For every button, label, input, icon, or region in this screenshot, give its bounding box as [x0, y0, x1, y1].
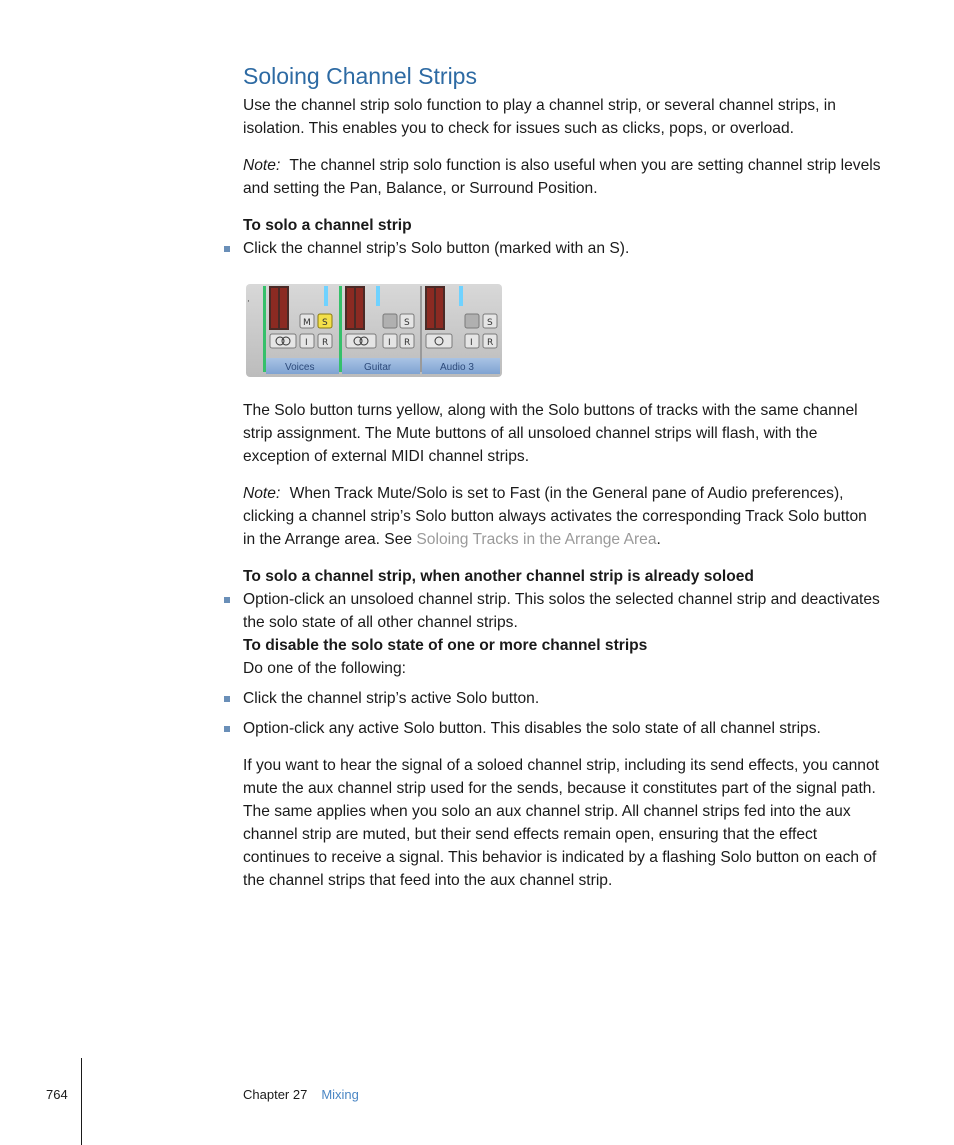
channel-strips-figure	[243, 282, 505, 379]
scale-mark: ·	[247, 297, 250, 307]
fader-cap	[459, 286, 463, 306]
bullet-icon	[224, 726, 230, 732]
record-label: R	[404, 338, 411, 348]
task-heading-solo: To solo a channel strip	[243, 217, 412, 234]
cross-reference-link[interactable]: Soloing Tracks in the Arrange Area	[416, 531, 657, 548]
after-figure-paragraph: The Solo button turns yellow, along with the Solo buttons of tracks with the same channel strip assignment. The Mute buttons of all unsoloed channel strips will flash, with the exception of external MIDI channel strips.	[243, 402, 858, 465]
meter-bar	[427, 288, 434, 328]
page-number: 764	[46, 1087, 68, 1102]
task-1-list	[243, 237, 883, 260]
solo-label: S	[487, 318, 493, 328]
meter-bar	[356, 288, 363, 328]
channel-strips-image	[243, 282, 505, 379]
strip-name: Guitar	[364, 362, 392, 373]
note-label: Note:	[243, 485, 281, 502]
fader-cap	[376, 286, 380, 306]
input-label: I	[305, 338, 308, 348]
chapter-number: Chapter 27	[243, 1087, 308, 1102]
note-2	[243, 482, 883, 551]
section-title: Soloing Channel Strips	[243, 63, 477, 89]
bullet-icon	[224, 696, 230, 702]
list-item	[243, 687, 883, 710]
list-item-text: Click the channel strip’s Solo button (marked with an S).	[243, 240, 630, 257]
main-content	[243, 60, 883, 892]
bullet-icon	[224, 597, 230, 603]
record-label: R	[487, 338, 494, 348]
bullet-icon	[224, 246, 230, 252]
note-label: Note:	[243, 157, 281, 174]
list-item	[243, 717, 883, 740]
chapter-label	[243, 1087, 359, 1102]
task-3-lead: Do one of the following:	[243, 660, 406, 677]
selected-strip-edge	[339, 286, 342, 372]
task-heading-disable-solo: To disable the solo state of one or more channel strips	[243, 637, 648, 654]
task-3-list	[243, 687, 883, 740]
mute-button[interactable]	[383, 314, 397, 328]
input-label: I	[388, 338, 391, 348]
task-2-list	[243, 588, 883, 634]
meter-bar	[280, 288, 287, 328]
note-text: When Track Mute/Solo is set to Fast (in the General pane of Audio preferences), clicking a channel strip’s Solo button always activates the corresponding Track Solo button in the Arrange area. See	[243, 485, 867, 548]
meter-bar	[436, 288, 443, 328]
note-1	[243, 154, 883, 200]
solo-label: S	[404, 318, 410, 328]
note-text: The channel strip solo function is also useful when you are setting channel strip levels and setting the Pan, Balance, or Surround Position.	[243, 157, 881, 197]
link-button[interactable]	[270, 334, 296, 348]
strip-name: Audio 3	[440, 362, 474, 373]
intro-paragraph: Use the channel strip solo function to play a channel strip, or several channel strips, in isolation. This enables you to check for issues such as clicks, pops, or overload.	[243, 97, 836, 137]
fader-cap	[324, 286, 328, 306]
list-item-text: Option-click any active Solo button. This disables the solo state of all channel strips.	[243, 720, 821, 737]
solo-label: S	[322, 318, 328, 328]
mono-button[interactable]	[426, 334, 452, 348]
mute-label: M	[303, 318, 311, 328]
strip-divider	[420, 286, 422, 372]
mute-button[interactable]	[465, 314, 479, 328]
task-heading-solo-additional: To solo a channel strip, when another channel strip is already soloed	[243, 568, 754, 585]
record-label: R	[322, 338, 329, 348]
strip-name: Voices	[285, 362, 315, 373]
list-item-text: Click the channel strip’s active Solo button.	[243, 690, 540, 707]
selected-strip-edge	[263, 286, 266, 372]
list-item	[243, 237, 883, 260]
note-text-end: .	[656, 531, 661, 548]
chapter-title: Mixing	[321, 1087, 359, 1102]
list-item	[243, 588, 883, 634]
list-item-text: Option-click an unsoloed channel strip. This solos the selected channel strip and deactivates the solo state of all other channel strips.	[243, 591, 880, 631]
input-label: I	[470, 338, 473, 348]
meter-bar	[271, 288, 278, 328]
page-footer	[0, 1086, 954, 1106]
closing-paragraph: If you want to hear the signal of a soloed channel strip, including its send effects, you cannot mute the aux channel strip used for the sends, because it constitutes part of the signal path. The same applies when you solo an aux channel strip. All channel strips fed into the aux channel strip are muted, but their send effects remain open, ensuring that the effect continues to receive a signal. This behavior is indicated by a flashing Solo button on each of the channel strips that feed into the aux channel strip.	[243, 757, 879, 889]
link-button[interactable]	[346, 334, 376, 348]
meter-bar	[347, 288, 354, 328]
